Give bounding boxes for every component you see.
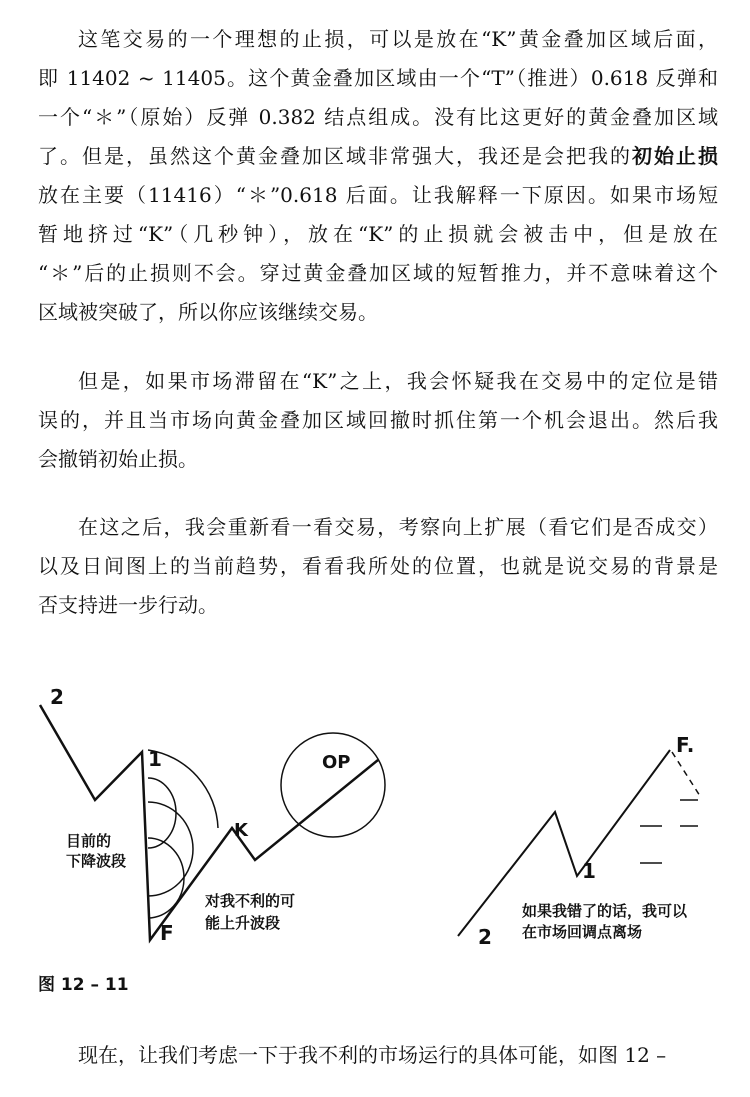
note-down-2: 下降波段 (66, 852, 127, 870)
p1-line-2: 即 11402 ~ 11405。这个黄金叠加区域由一个“T”（推进）0.618 反弹和 (38, 66, 718, 90)
p1-line-4 (38, 137, 718, 176)
fib-arc-3 (148, 838, 184, 918)
left-label-f: F (160, 921, 174, 945)
p1-line-6: 暂地挤过“K”（几秒钟），放在“K”的止损就会被击中，但是放在 (38, 222, 718, 246)
p1-line-1: 这笔交易的一个理想的止损，可以是放在“K”黄金叠加区域后面， (78, 27, 718, 51)
right-dashed-retrace (672, 752, 700, 796)
right-label-1: 1 (582, 859, 596, 883)
op-circle (281, 733, 385, 837)
p2-line-1: 但是，如果市场滞留在“K”之上，我会怀疑我在交易中的定位是错 (78, 369, 718, 393)
p1-line-8: 区域被突破了，所以你应该继续交易。 (38, 300, 378, 324)
right-note-2: 在市场回调点离场 (522, 923, 643, 941)
left-label-1: 1 (148, 747, 162, 771)
p1-line-3: 一个“＊”（原始）反弹 0.382 结点组成。没有比这更好的黄金叠加区域 (38, 105, 718, 129)
left-label-2: 2 (50, 685, 64, 709)
left-label-op: OP (322, 752, 351, 773)
p3-line-3: 否支持进一步行动。 (38, 593, 218, 617)
figure-12-11 (0, 660, 750, 960)
left-label-k: K (234, 820, 248, 841)
note-down-1: 目前的 (66, 832, 112, 850)
p2-line-2: 误的，并且当市场向黄金叠加区域回撤时抓住第一个机会退出。然后我 (38, 408, 718, 432)
p1-line-7: “＊”后的止损则不会。穿过黄金叠加区域的短暂推力，并不意味着这个 (38, 261, 718, 285)
p4-line-1: 现在，让我们考虑一下于我不利的市场运行的具体可能，如图 12 – (78, 1043, 667, 1067)
right-label-f: F. (676, 733, 695, 757)
p1-line-4-text: 了。但是，虽然这个黄金叠加区域非常强大，我还是会把我的 (38, 144, 632, 168)
right-note-1: 如果我错了的话，我可以 (522, 902, 688, 920)
bold-term-initial-stop: 初始止损 (632, 144, 718, 168)
paragraph-2 (38, 362, 718, 479)
p3-line-2: 以及日间图上的当前趋势，看看我所处的位置，也就是说交易的背景是 (38, 554, 718, 578)
p1-line-5: 放在主要（11416）“＊”0.618 后面。让我解释一下原因。如果市场短 (38, 183, 718, 207)
right-label-2: 2 (478, 925, 492, 949)
paragraph-1 (38, 20, 718, 332)
paragraph-3 (38, 508, 718, 625)
p2-line-3: 会撤销初始止损。 (38, 447, 198, 471)
p3-line-1: 在这之后，我会重新看一看交易，考察向上扩展（看它们是否成交） (78, 515, 718, 539)
figure-caption: 图 12 – 11 (38, 975, 129, 995)
paragraph-4 (38, 1036, 718, 1075)
fib-arc-2 (148, 802, 193, 896)
note-up-2: 能上升波段 (205, 914, 281, 932)
note-up-1: 对我不利的可 (205, 892, 296, 910)
